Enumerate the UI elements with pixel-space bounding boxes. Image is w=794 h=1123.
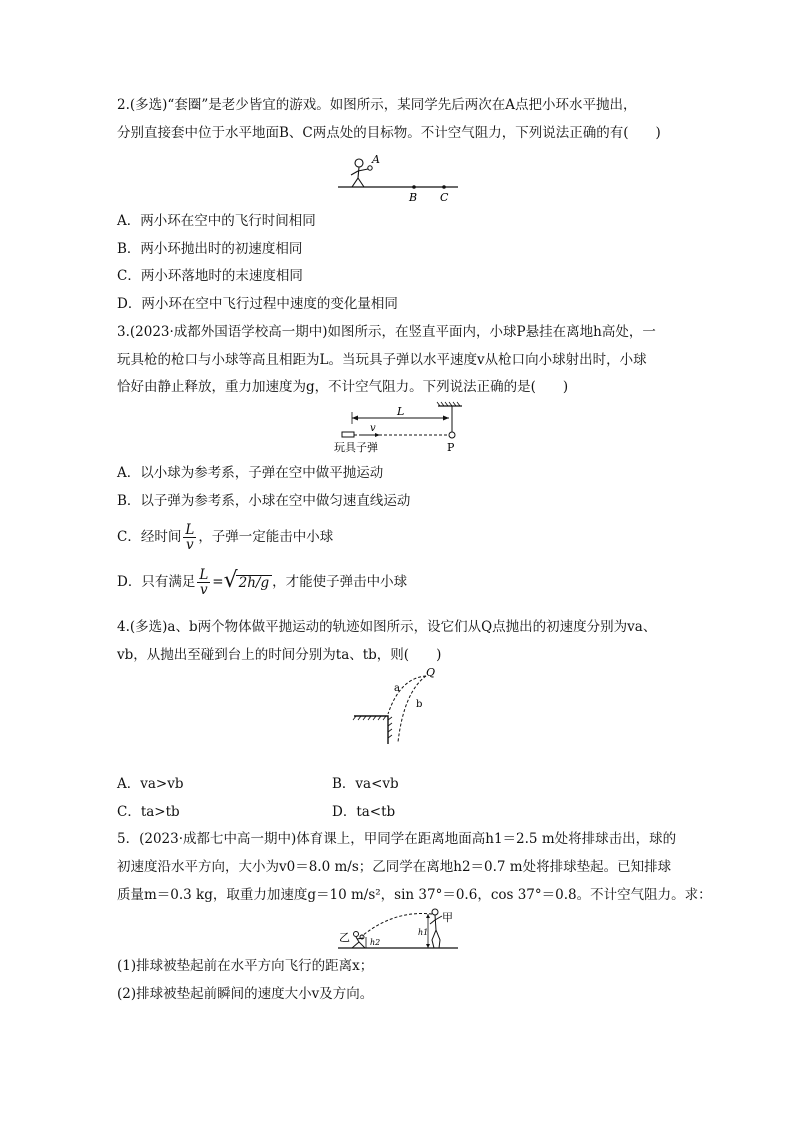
q3-option-b: B．以子弹为参考系，小球在空中做匀速直线运动 <box>117 493 411 509</box>
q2-figure <box>336 152 460 206</box>
q3-stem-line3: 恰好由静止释放，重力加速度为g，不计空气阻力。下列说法正确的是( ) <box>117 379 569 395</box>
q3-fig-label-v: v <box>370 423 376 434</box>
q2-option-c: C．两小环落地时的末速度相同 <box>117 268 303 284</box>
q3-option-c-suffix: ，子弹一定能击中小球 <box>198 529 334 545</box>
q4-stem-line2: vb，从抛出至碰到台上的时间分别为ta、tb，则( ) <box>117 647 442 663</box>
q4-stem-line1: 4.(多选)a、b两个物体做平抛运动的轨迹如图所示，设它们从Q点抛出的初速度分别为va、 <box>117 619 657 635</box>
q5-fig-label-yi: 乙 <box>339 931 350 944</box>
q3-stem-line2: 玩具枪的枪口与小球等高且相距为L。当玩具子弹以水平速度v从枪口向小球射出时，小球 <box>117 352 647 368</box>
q3-option-d-equals: = <box>212 574 224 590</box>
q2-option-d: D．两小环在空中飞行过程中速度的变化量相同 <box>117 296 398 312</box>
q3-option-d-suffix: ，才能使子弹击中小球 <box>272 574 408 590</box>
q2-stem-line2: 分别直接套中位于水平地面B、C两点处的目标物。不计空气阻力，下列说法正确的有( ) <box>117 125 661 141</box>
q4-fig-label-q: Q <box>426 666 436 679</box>
q3-option-d-sqrt: √ 2h/g <box>224 565 272 601</box>
q4-option-b: B．va<vb <box>332 776 399 792</box>
q2-fig-label-a: A <box>372 153 380 166</box>
q5-subquestion-2: (2)排球被垫起前瞬间的速度大小v及方向。 <box>117 986 374 1002</box>
q3-option-d-denominator: v <box>199 582 208 598</box>
q5-stem-line2: 初速度沿水平方向，大小为v0＝8.0 m/s；乙同学在离地h2＝0.7 m处将排球垫起。已知排球 <box>117 859 672 875</box>
q3-fig-label-gun: 玩具子弹 <box>334 441 378 454</box>
q3-fig-label-l: L <box>397 405 405 418</box>
q3-option-c <box>117 519 333 555</box>
q2-option-a: A．两小环在空中的飞行时间相同 <box>117 213 316 229</box>
q4-figure <box>348 666 448 744</box>
q4-option-c: C．ta>tb <box>117 804 180 820</box>
q2-stem-line1: 2.(多选)“套圈”是老少皆宜的游戏。如图所示，某同学先后两次在A点把小环水平抛出， <box>117 97 637 113</box>
q3-option-d-fraction <box>197 568 210 597</box>
q4-fig-label-a: a <box>394 683 400 694</box>
q3-stem-line1: 3.(2023·成都外国语学校高一期中)如图所示，在竖直平面内，小球P悬挂在离地h高处，一 <box>117 324 656 340</box>
q3-option-c-fraction <box>183 523 196 552</box>
q4-option-d: D．ta<tb <box>332 804 396 820</box>
q3-option-d-prefix: D．只有满足 <box>117 574 196 590</box>
q5-stem-line3: 质量m＝0.3 kg，取重力加速度g＝10 m/s²，sin 37°＝0.6，cos 37°＝0.8。不计空气阻力。求： <box>117 887 712 903</box>
q3-option-c-numerator: L <box>185 522 195 538</box>
q5-figure <box>336 904 460 954</box>
q3-option-a: A．以小球为参考系，子弹在空中做平抛运动 <box>117 465 384 481</box>
q4-option-a: A．va>vb <box>117 776 184 792</box>
q3-option-d <box>117 564 407 601</box>
q5-fig-label-h2: h2 <box>370 938 381 947</box>
q3-option-d-numerator: L <box>199 567 209 583</box>
q2-fig-label-c: C <box>440 191 449 204</box>
q3-option-c-denominator: v <box>186 537 194 553</box>
q4-fig-label-b: b <box>416 699 423 710</box>
q3-option-c-prefix: C．经时间 <box>117 529 182 545</box>
q5-stem-line1: 5．(2023·成都七中高一期中)体育课上，甲同学在距离地面高h1＝2.5 m处将排球击出，球的 <box>117 831 677 847</box>
q3-fig-label-p: P <box>447 441 455 454</box>
q3-option-d-radicand: 2h/g <box>236 575 272 590</box>
q2-option-b: B．两小环抛出时的初速度相同 <box>117 241 303 257</box>
q5-fig-label-jia: 甲 <box>442 911 453 924</box>
q2-fig-label-b: B <box>409 191 418 204</box>
q3-figure <box>334 398 470 458</box>
q5-fig-label-h1: h1 <box>418 928 429 937</box>
q5-subquestion-1: (1)排球被垫起前在水平方向飞行的距离x； <box>117 958 374 974</box>
